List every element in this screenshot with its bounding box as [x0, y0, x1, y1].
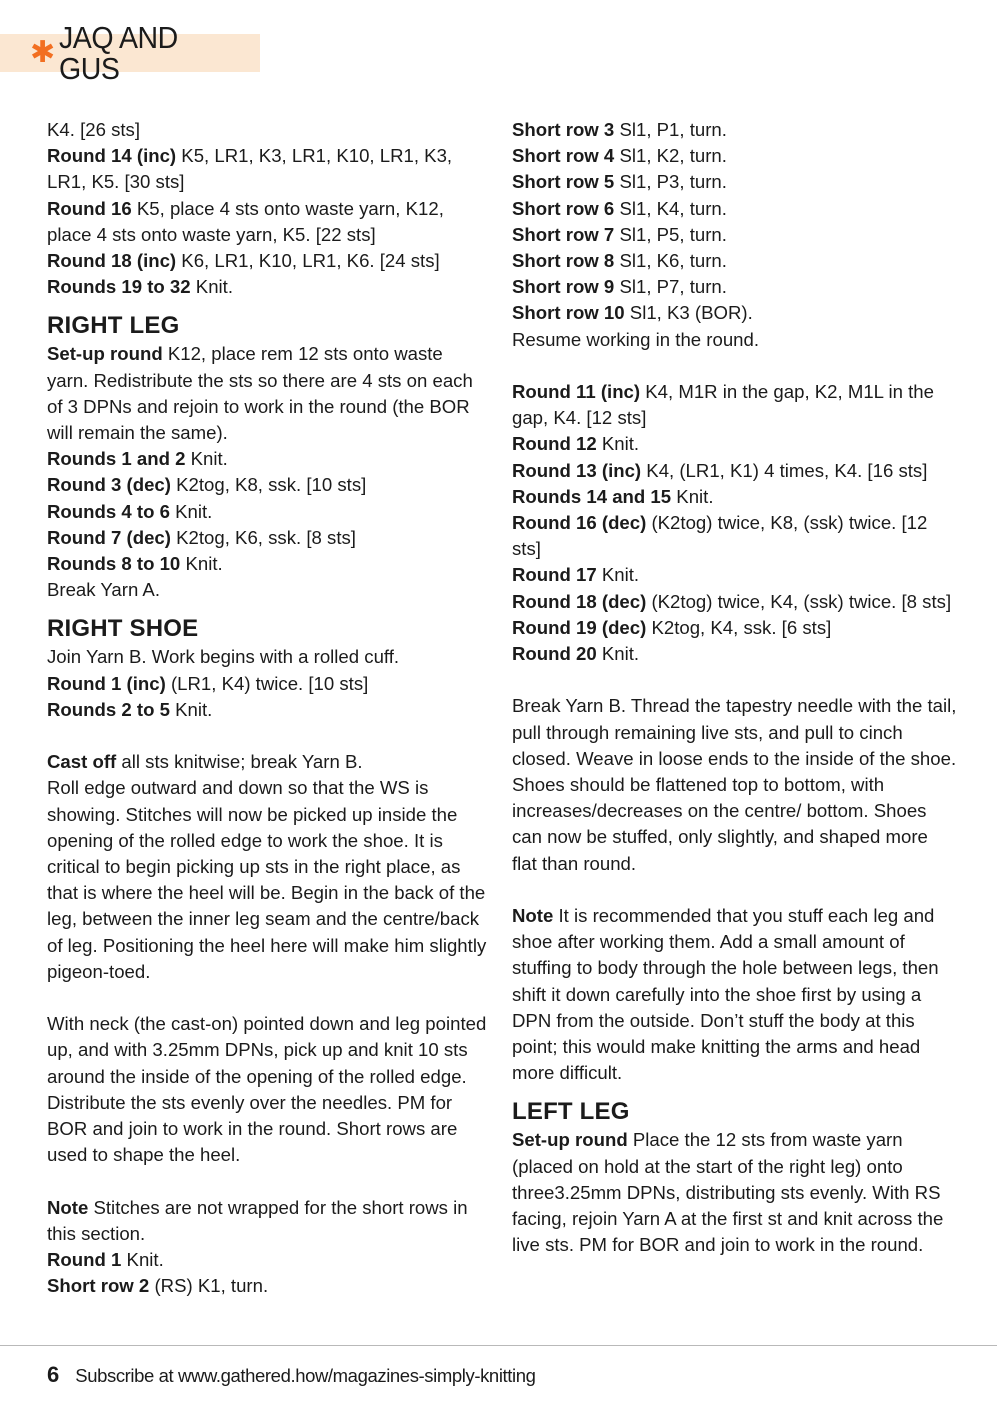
right-column: [512, 117, 957, 1258]
section-title: JAQ AND GUS: [59, 20, 178, 86]
pattern-paragraph: Set-up round Place the 12 sts from waste yarn (placed on hold at the start of the right leg) onto three3.25mm DPNs, distributing sts evenly. With RS facing, rejoin Yarn A at the first st and knit across the live sts. PM for BOR and join to work in the round.: [512, 1129, 944, 1256]
pattern-line: Short row 10 Sl1, K3 (BOR).: [512, 302, 753, 324]
pattern-line: Short row 3 Sl1, P1, turn.: [512, 119, 727, 140]
pattern-line: Cast off all sts knitwise; break Yarn B.: [47, 751, 363, 773]
heading-left-leg: LEFT LEG: [512, 1098, 630, 1126]
pattern-line: K4. [26 sts]: [47, 119, 141, 140]
pattern-line: Note Stitches are not wrapped for the short rows in this section.: [47, 1196, 468, 1244]
pattern-line: Short row 5 Sl1, P3, turn.: [512, 171, 727, 193]
pattern-paragraph: With neck (the cast-on) pointed down and leg pointed up, and with 3.25mm DPNs, pick up and knit 10 sts around the inside of the opening of the rolled edge. Distribute the sts evenly over the needles. PM for BOR and join to work in the round. Short rows are used to shape the heel.: [47, 1013, 487, 1166]
left-column: [47, 117, 487, 1299]
pattern-line: Short row 9 Sl1, P7, turn.: [512, 276, 727, 298]
subscribe-text: Subscribe at www.gathered.how/magazines-simply-knitting: [75, 1365, 536, 1386]
heading-right-leg: RIGHT LEG: [47, 312, 180, 340]
pattern-line: Rounds 1 and 2 Knit.: [47, 448, 228, 470]
pattern-line: Round 18 (dec) (K2tog) twice, K4, (ssk) twice. [8 sts]: [512, 590, 952, 612]
pattern-line: Round 14 (inc) K5, LR1, K3, LR1, K10, LR1, K3, LR1, K5. [30 sts]: [47, 145, 453, 193]
pattern-line: Rounds 19 to 32 Knit.: [47, 276, 233, 298]
page-footer: [47, 1362, 536, 1388]
pattern-line: Short row 2 (RS) K1, turn.: [47, 1275, 269, 1297]
pattern-line: Round 18 (inc) K6, LR1, K10, LR1, K6. [24 sts]: [47, 250, 440, 272]
note-paragraph: Note It is recommended that you stuff each leg and shoe after working them. Add a small amount of stuffing to body through the hole between legs, then shift it down carefully into the shoe first by using a DPN from the outside. Don’t stuff the body at this point; this would make knitting the arms and head more difficult.: [512, 905, 939, 1084]
pattern-paragraph: Roll edge outward and down so that the WS is showing. Stitches will now be picked up inside the opening of the rolled edge to work the shoe. It is critical to begin picking up sts in the right place, as that is where the heel will be. Begin in the back of the leg, between the inner leg seam and the centre/back of leg. Positioning the heel here will make him slightly pigeon-toed.: [47, 777, 487, 982]
pattern-line: Break Yarn A.: [47, 579, 161, 601]
pattern-line: Short row 6 Sl1, K4, turn.: [512, 197, 727, 219]
pattern-line: Round 1 Knit.: [47, 1249, 164, 1271]
heading-right-shoe: RIGHT SHOE: [47, 615, 199, 643]
pattern-line: Rounds 8 to 10 Knit.: [47, 553, 223, 575]
section-header: [0, 20, 260, 86]
pattern-line: Round 13 (inc) K4, (LR1, K1) 4 times, K4. [16 sts]: [512, 459, 928, 481]
pattern-line: Round 3 (dec) K2tog, K8, ssk. [10 sts]: [47, 474, 367, 496]
pattern-line: Rounds 2 to 5 Knit.: [47, 698, 213, 720]
pattern-line: Short row 4 Sl1, K2, turn.: [512, 145, 727, 167]
pattern-line: Short row 7 Sl1, P5, turn.: [512, 223, 727, 245]
footer-divider: [0, 1345, 997, 1346]
asterisk-icon: ✱: [30, 36, 56, 69]
pattern-line: Round 16 (dec) (K2tog) twice, K8, (ssk) twice. [12 sts]: [512, 512, 928, 560]
pattern-line: Round 20 Knit.: [512, 643, 640, 665]
pattern-line: Short row 8 Sl1, K6, turn.: [512, 250, 727, 272]
pattern-line: Round 11 (inc) K4, M1R in the gap, K2, M1L in the gap, K4. [12 sts]: [512, 381, 934, 429]
pattern-line: Resume working in the round.: [512, 328, 760, 350]
pattern-line: Rounds 4 to 6 Knit.: [47, 500, 213, 522]
pattern-line: Round 19 (dec) K2tog, K4, ssk. [6 sts]: [512, 616, 832, 638]
pattern-line: Join Yarn B. Work begins with a rolled cuff.: [47, 646, 400, 668]
pattern-paragraph: Break Yarn B. Thread the tapestry needle with the tail, pull through remaining live sts, and pull to cinch closed. Weave in loose ends to the inside of the shoe. Shoes should be flattened top to bottom, with increases/decreases on the centre/ bottom. Shoes can now be stuffed, only slightly, and shaped more flat than round.: [512, 695, 957, 874]
pattern-line: Rounds 14 and 15 Knit.: [512, 485, 714, 507]
pattern-line: Round 1 (inc) (LR1, K4) twice. [10 sts]: [47, 672, 369, 694]
pattern-line: Round 7 (dec) K2tog, K6, ssk. [8 sts]: [47, 526, 356, 548]
page-number: 6: [47, 1362, 60, 1387]
pattern-line: Set-up round K12, place rem 12 sts onto waste yarn. Redistribute the sts so there are 4 sts on each of 3 DPNs and rejoin to work in the round (the BOR will remain the same).: [47, 343, 473, 444]
pattern-line: Round 12 Knit.: [512, 433, 640, 455]
pattern-line: Round 17 Knit.: [512, 564, 640, 586]
pattern-line: Round 16 K5, place 4 sts onto waste yarn, K12, place 4 sts onto waste yarn, K5. [22 sts]: [47, 197, 444, 245]
